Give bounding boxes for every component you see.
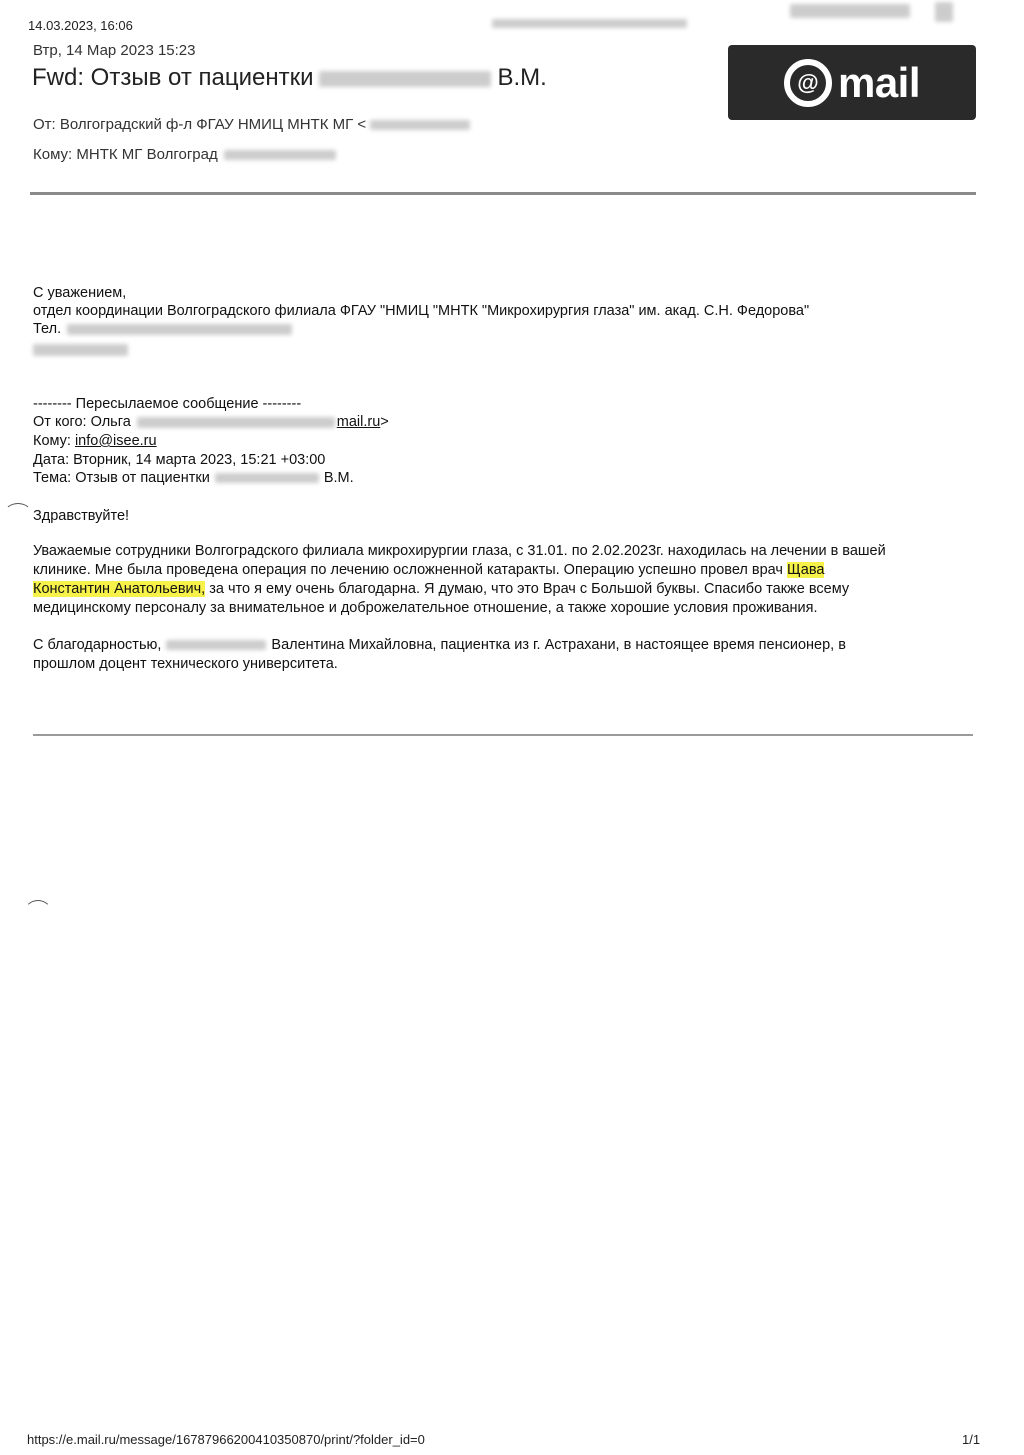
redacted-phone [67,324,292,335]
header-divider [30,192,976,195]
logo-word: mail [837,58,921,106]
scan-artifact [4,503,32,525]
redacted-print-email [492,15,687,33]
redacted-from-email [370,120,470,130]
print-datetime: 14.03.2023, 16:06 [28,18,133,33]
letter-p1-line4: медицинскому персоналу за внимательное и доброжелательное отношение, а также хорошие условия проживания. [33,600,818,616]
redacted-surname [319,71,491,87]
letter-p1-line3: Константин Анатольевич, за что я ему очень благодарна. Я думаю, что это Врач с Большой буквы. Спасибо также всему [33,581,850,597]
signature-department: отдел координации Волгоградского филиала ФГАУ "НМИЦ "МНТК "Микрохирургия глаза" им. акад. С.Н. Федорова" [33,303,810,319]
forward-subject: Тема: Отзыв от пациентки В.М. [33,470,354,486]
mail-logo [728,45,976,120]
message-date: Втр, 14 Мар 2023 15:23 [33,42,196,59]
forward-from: От кого: Ольга mail.ru> [33,414,389,430]
signature-greeting: С уважением, [33,285,127,301]
redacted-forward-email [137,417,335,428]
forward-to: Кому: info@isee.ru [33,433,157,449]
forward-to-email[interactable]: info@isee.ru [74,433,157,449]
highlight-doctor-name: Константин Анатольевич, [33,581,206,597]
redacted-signature-extra [33,342,128,358]
redacted-print-corner-2 [935,2,953,22]
letter-p1-line1: Уважаемые сотрудники Волгоградского филиала микрохирургии глаза, с 31.01. по 2.02.2023г. находилась на лечении в вашей [33,543,886,559]
message-from [33,116,470,133]
highlight-doctor-surname: Щава [787,562,825,578]
forward-from-email[interactable]: mail.ru [336,414,381,430]
to-label: Кому: МНТК МГ Волгоград [33,146,218,163]
redacted-print-corner [790,2,910,20]
redacted-to-email [224,150,336,160]
letter-p2-line1: С благодарностью, Валентина Михайловна, пациентка из г. Астрахани, в настоящее время пенсионер, в [33,637,846,653]
from-label: От: Волгоградский ф-л ФГАУ НМИЦ МНТК МГ < [33,116,367,133]
redacted-forward-surname [215,473,319,483]
message-to [33,146,336,163]
subject-suffix: В.М. [497,64,547,91]
at-icon: @ [784,59,832,107]
forward-separator: -------- Пересылаемое сообщение -------- [33,396,302,412]
letter-hello: Здравствуйте! [33,508,130,524]
print-url: https://e.mail.ru/message/16787966200410350870/print/?folder_id=0 [27,1432,425,1447]
signature-phone: Тел. [33,321,292,337]
letter-p1-line2: клинике. Мне была проведена операция по лечению осложненной катаракты. Операцию успешно провел врач Щава [33,562,825,578]
subject-prefix: Fwd: Отзыв от пациентки [32,64,314,91]
forward-date: Дата: Вторник, 14 марта 2023, 15:21 +03:00 [33,452,326,468]
body-divider [33,734,973,736]
redacted-patient-surname [166,640,266,650]
page-number: 1/1 [962,1432,981,1447]
message-subject [32,64,547,92]
letter-p2-line2: прошлом доцент технического университета. [33,656,338,672]
scan-artifact [24,900,52,926]
